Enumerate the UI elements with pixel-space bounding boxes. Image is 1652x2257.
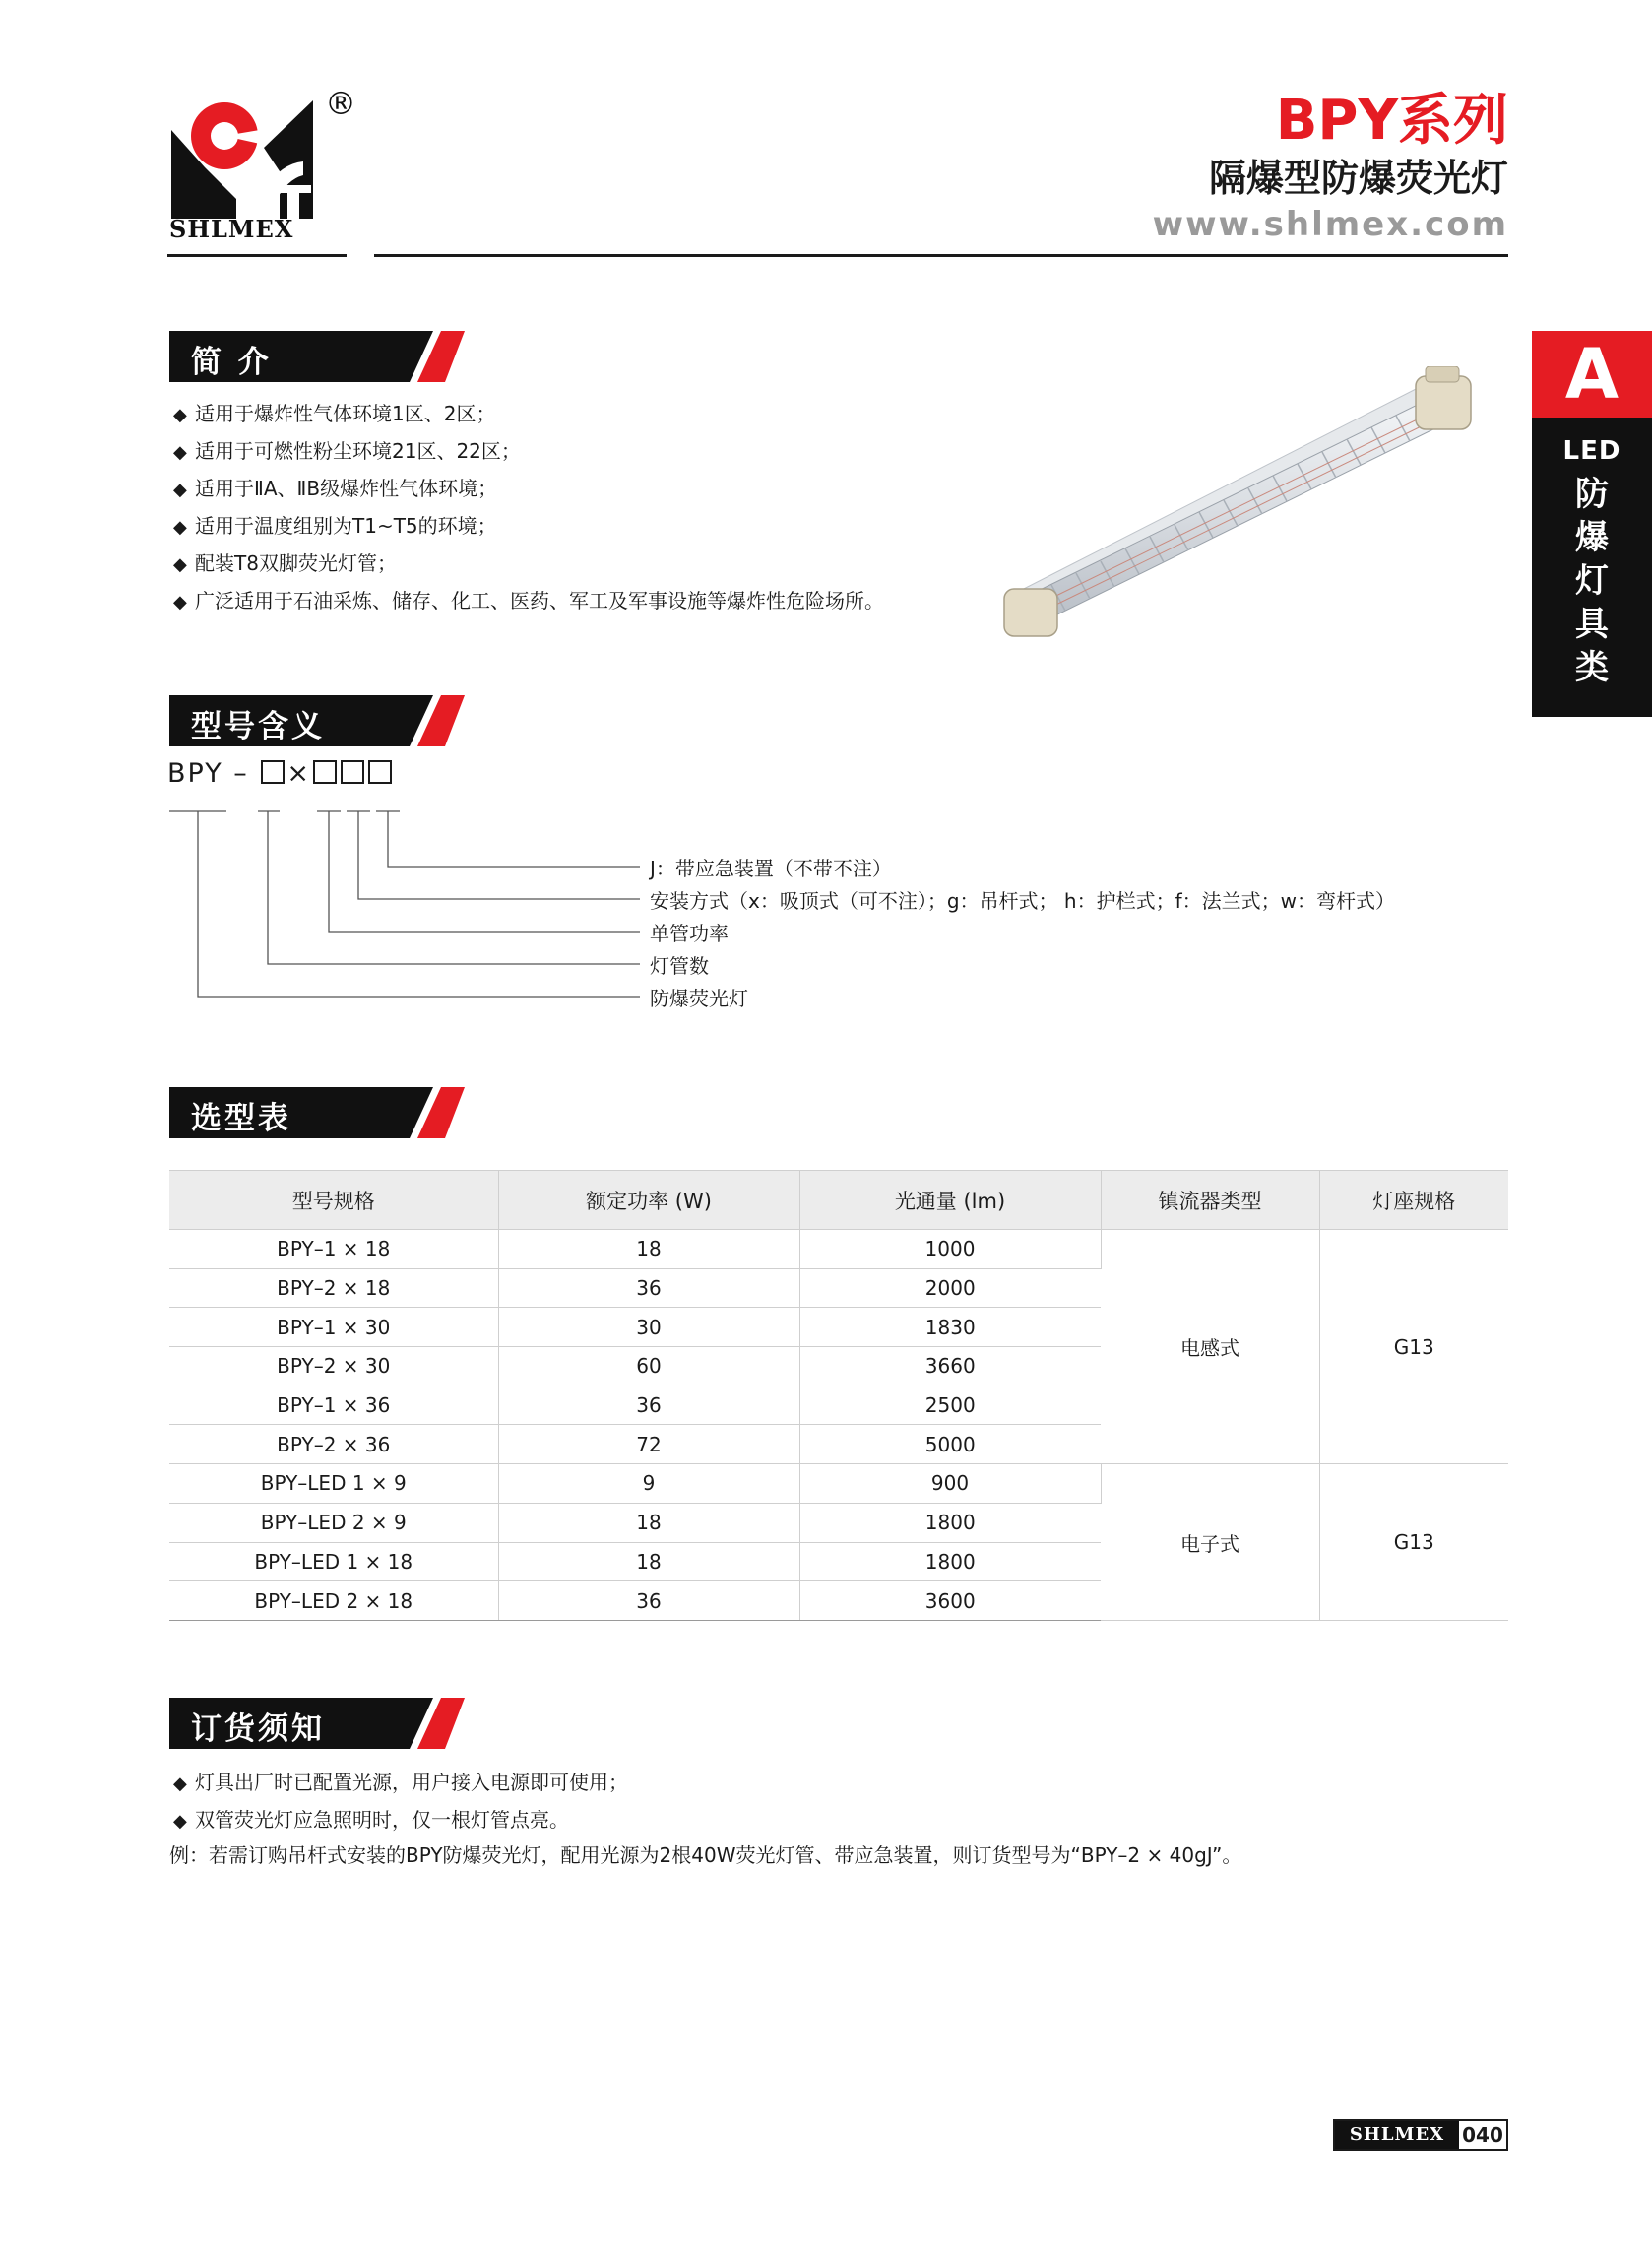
power-cell: 72 [498, 1425, 799, 1464]
model-cell: BPY–LED 2 × 9 [169, 1503, 498, 1542]
flux-cell: 1800 [799, 1542, 1101, 1581]
socket-cell: G13 [1319, 1230, 1508, 1464]
category-side-tab [1532, 331, 1652, 717]
flux-cell: 5000 [799, 1425, 1101, 1464]
list-item: ◆ 适用于ⅡA、ⅡB级爆炸性气体环境； [173, 471, 884, 508]
diamond-bullet-icon: ◆ [173, 592, 187, 613]
power-cell: 36 [498, 1268, 799, 1308]
table-row [169, 1230, 1508, 1269]
model-cell: BPY–1 × 36 [169, 1386, 498, 1425]
flux-cell: 3600 [799, 1581, 1101, 1621]
list-item: ◆ 双管荧光灯应急照明时，仅一根灯管点亮。 [173, 1802, 628, 1839]
order-example: 例：若需订购吊杆式安装的BPY防爆荧光灯，配用光源为2根40W荧光灯管、带应急装置，则订货型号为“BPY–2 × 40gJ”。 [169, 1843, 1242, 1867]
diamond-bullet-icon: ◆ [173, 480, 187, 500]
product-name: 隔爆型防爆荧光灯 [1208, 157, 1508, 200]
intro-list [173, 396, 884, 620]
column-header: 型号规格 [169, 1171, 498, 1230]
placeholder-box-icon [341, 760, 364, 784]
list-item: ◆ 适用于爆炸性气体环境1区、2区； [173, 396, 884, 433]
placeholder-box-icon [313, 760, 337, 784]
ballast-cell: 电感式 [1101, 1230, 1319, 1464]
section-title: 型号含义 [191, 709, 325, 744]
column-header: 光通量 (lm) [799, 1171, 1101, 1230]
category-name [1532, 435, 1652, 689]
code-label-emergency: J：带应急装置（不带不注） [650, 857, 892, 880]
power-cell: 18 [498, 1542, 799, 1581]
logo-wordmark: SHLMEX [169, 215, 294, 243]
placeholder-box-icon [261, 760, 285, 784]
power-cell: 9 [498, 1464, 799, 1504]
diamond-bullet-icon: ◆ [173, 405, 187, 425]
diamond-bullet-icon: ◆ [173, 1811, 187, 1832]
footer-brand: SHLMEX [1335, 2121, 1459, 2149]
product-lamp-image [992, 366, 1485, 642]
series-title: BPY系列 [1275, 89, 1508, 153]
table-header-row [169, 1171, 1508, 1230]
column-header: 灯座规格 [1319, 1171, 1508, 1230]
power-cell: 18 [498, 1503, 799, 1542]
table-row [169, 1464, 1508, 1504]
website-url: www.shlmex.com [1152, 205, 1508, 244]
column-header: 额定功率 (W) [498, 1171, 799, 1230]
page-number: 040 [1462, 2123, 1503, 2147]
section-header-selection [169, 1087, 465, 1138]
diamond-bullet-icon: ◆ [173, 442, 187, 463]
diamond-bullet-icon: ◆ [173, 1773, 187, 1794]
placeholder-box-icon [368, 760, 392, 784]
model-cell: BPY–LED 1 × 9 [169, 1464, 498, 1504]
section-header-order [169, 1698, 465, 1749]
power-cell: 30 [498, 1308, 799, 1347]
model-cell: BPY–2 × 30 [169, 1347, 498, 1386]
section-header-intro [169, 331, 465, 382]
section-header-model-meaning [169, 695, 465, 746]
section-title: 订货须知 [191, 1711, 325, 1747]
diamond-bullet-icon: ◆ [173, 554, 187, 575]
model-code-pattern [167, 758, 394, 789]
model-prefix: BPY – [167, 758, 249, 789]
list-item: ◆ 适用于温度组别为T1~T5的环境； [173, 508, 884, 546]
header-divider-right [374, 254, 1508, 257]
flux-cell: 2000 [799, 1268, 1101, 1308]
list-item: ◆ 广泛适用于石油采炼、储存、化工、医药、军工及军事设施等爆炸性危险场所。 [173, 583, 884, 620]
code-label-mounting: 安装方式（x：吸顶式（可不注）；g：吊杆式； h：护栏式；f：法兰式；w：弯杆式） [650, 889, 1395, 913]
list-item: ◆ 适用于可燃性粉尘环境21区、22区； [173, 433, 884, 471]
category-letter: A [1532, 331, 1652, 418]
category-char: 灯 [1575, 561, 1609, 601]
flux-cell: 1800 [799, 1503, 1101, 1542]
header-divider-left [167, 254, 347, 257]
category-char: 爆 [1575, 518, 1609, 557]
model-code-diagram [167, 796, 1395, 1022]
power-cell: 60 [498, 1347, 799, 1386]
order-notes-list [173, 1765, 628, 1839]
code-label-lamp-type: 防爆荧光灯 [650, 987, 748, 1010]
code-label-power: 单管功率 [650, 922, 729, 945]
registered-mark: ® [325, 85, 356, 122]
times-sign: × [286, 758, 312, 789]
section-title: 选型表 [191, 1101, 291, 1136]
model-cell: BPY–LED 1 × 18 [169, 1542, 498, 1581]
model-cell: BPY–1 × 18 [169, 1230, 498, 1269]
column-header: 镇流器类型 [1101, 1171, 1319, 1230]
category-char: 具 [1575, 605, 1609, 644]
flux-cell: 1830 [799, 1308, 1101, 1347]
category-char: 防 [1575, 475, 1609, 514]
section-title: 简 介 [191, 345, 272, 380]
flux-cell: 1000 [799, 1230, 1101, 1269]
list-item: ◆ 灯具出厂时已配置光源，用户接入电源即可使用； [173, 1765, 628, 1802]
category-char: 类 [1575, 648, 1609, 687]
flux-cell: 3660 [799, 1347, 1101, 1386]
model-cell: BPY–1 × 30 [169, 1308, 498, 1347]
power-cell: 18 [498, 1230, 799, 1269]
power-cell: 36 [498, 1581, 799, 1621]
socket-cell: G13 [1319, 1464, 1508, 1621]
flux-cell: 2500 [799, 1386, 1101, 1425]
selection-table [169, 1170, 1508, 1621]
ballast-cell: 电子式 [1101, 1464, 1319, 1621]
category-char: LED [1562, 436, 1621, 466]
diamond-bullet-icon: ◆ [173, 517, 187, 538]
power-cell: 36 [498, 1386, 799, 1425]
code-label-tube-count: 灯管数 [650, 954, 709, 978]
model-cell: BPY–LED 2 × 18 [169, 1581, 498, 1621]
model-cell: BPY–2 × 18 [169, 1268, 498, 1308]
flux-cell: 900 [799, 1464, 1101, 1504]
model-cell: BPY–2 × 36 [169, 1425, 498, 1464]
page-footer [1333, 2119, 1508, 2151]
list-item: ◆ 配装T8双脚荧光灯管； [173, 546, 884, 583]
